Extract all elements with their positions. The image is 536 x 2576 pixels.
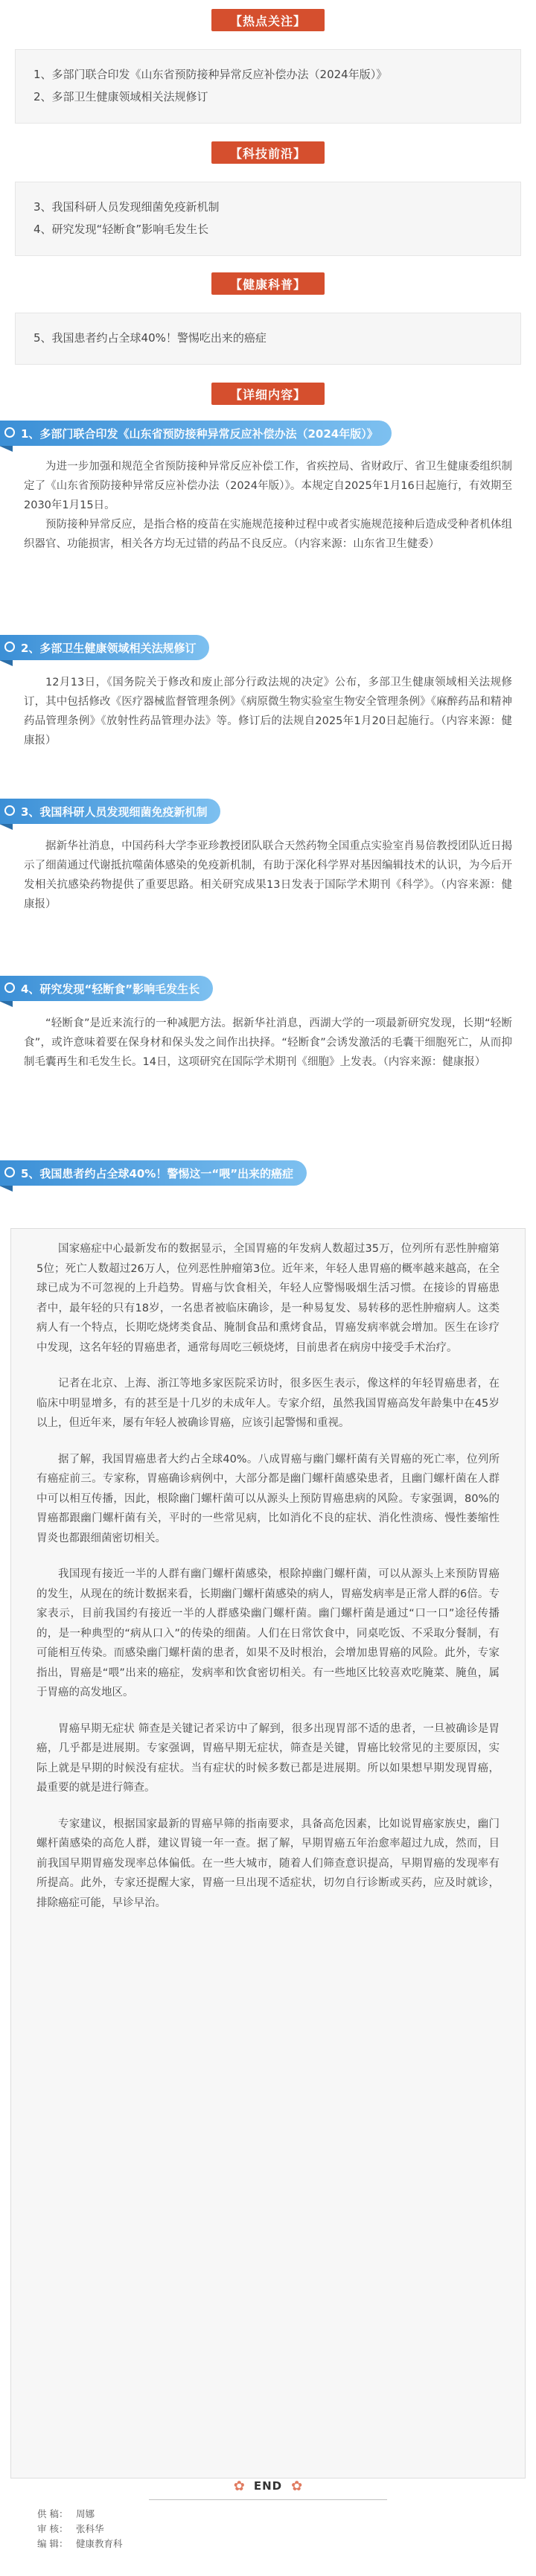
flower-icon: ✿ bbox=[233, 2478, 245, 2494]
tech-list bbox=[15, 182, 521, 256]
article-5-para-2: 记者在北京、上海、浙江等地多家医院采访时，很多医生表示，像这样的年轻胃癌患者，在临床中明显增多，有的甚至是十几岁的未成年人。专家介绍，虽然我国胃癌高发年龄集中在45岁以上，但近年来，屡有年轻人被确诊胃癌，应该引起警惕和重视。 bbox=[36, 1378, 500, 1429]
credit-row bbox=[37, 2507, 123, 2522]
credit-value: 张科华 bbox=[76, 2523, 104, 2534]
section-tag-health-label: 【健康科普】 bbox=[229, 277, 306, 292]
health-list bbox=[15, 313, 521, 365]
article-2-body bbox=[10, 673, 526, 750]
article-1-title: 1、多部门联合印发《山东省预防接种异常反应补偿办法（2024年版）》 bbox=[0, 421, 392, 446]
article-3-body bbox=[10, 837, 526, 914]
end-label: END bbox=[253, 2479, 283, 2493]
section-tag-tech-label: 【科技前沿】 bbox=[229, 146, 306, 161]
article-5-para-4: 我国现有接近一半的人群有幽门螺杆菌感染，根除掉幽门螺杆菌，可以从源头上来预防胃癌的发生，从现在的统计数据来看，长期幽门螺杆菌感染的病人，胃癌发病率是正常人群的6倍。专家表示，目前我国约有接近一半的人群感染幽门螺杆菌。幽门螺杆菌是通过“口一口”途径传播的，是一种典型的“病从口入”的传染的细菌。人们在日常饮食中，同桌吃饭、不采取分餐制，有可能相互传染。而感染幽门螺杆菌的患者，如果不及时根治，会增加患胃癌的风险。此外，专家指出，胃癌是“喂”出来的癌症，发病率和饮食密切相关。有一些地区比较喜欢吃腌菜、腌鱼，属于胃癌的高发地区。 bbox=[36, 1568, 500, 1698]
credit-row bbox=[37, 2537, 123, 2551]
credits bbox=[37, 2507, 123, 2551]
section-tag-hot bbox=[211, 9, 325, 31]
list-item[interactable]: 1、多部门联合印发《山东省预防接种异常反应补偿办法（2024年版）》 bbox=[34, 68, 388, 81]
credit-label: 编 辑： bbox=[37, 2538, 68, 2549]
article-2-para-1: 12月13日，《国务院关于修改和废止部分行政法规的决定》公布，多部卫生健康领域相关法规修订，其中包括修改《医疗器械监督管理条例》《病原微生物实验室生物安全管理条例》《麻醉药品和精神药品管理条例》《放射性药品管理办法》等。修订后的法规自2025年1月20日起施行。（内容来源：健康报） bbox=[24, 677, 512, 747]
article-2-title: 2、多部卫生健康领域相关法规修订 bbox=[0, 635, 209, 660]
credit-value: 健康教育科 bbox=[76, 2538, 123, 2549]
article-3-header bbox=[0, 796, 220, 826]
article-5-title: 5、我国患者约占全球40%！警惕这一“喂”出来的癌症 bbox=[0, 1160, 307, 1186]
article-1-header bbox=[0, 418, 392, 448]
credit-row bbox=[37, 2522, 123, 2537]
article-2-header bbox=[0, 633, 209, 662]
credit-value: 周娜 bbox=[76, 2508, 95, 2519]
list-item[interactable]: 5、我国患者约占全球40%！警惕吃出来的癌症 bbox=[34, 331, 267, 345]
list-item[interactable]: 2、多部卫生健康领域相关法规修订 bbox=[34, 90, 208, 103]
section-tag-detail bbox=[211, 383, 325, 405]
article-5-body bbox=[10, 1228, 526, 2478]
list-item[interactable]: 4、研究发现“轻断食”影响毛发生长 bbox=[34, 223, 209, 236]
section-tag-detail-label: 【详细内容】 bbox=[229, 387, 306, 402]
hot-list bbox=[15, 49, 521, 124]
section-tag-tech bbox=[211, 141, 325, 164]
article-5-para-6: 专家建议，根据国家最新的胃癌早筛的指南要求，具备高危因素，比如说胃癌家族史，幽门螺杆菌感染的高危人群，建议胃镜一年一查。据了解，早期胃癌五年治愈率超过九成，然而，目前我国早期胃癌发现率总体偏低。在一些大城市，随着人们筛查意识提高，早期胃癌的发现率有所提高。此外，专家还提醒大家，胃癌一旦出现不适症状，切勿自行诊断或买药，应及时就诊，排除癌症可能，早诊早治。 bbox=[36, 1818, 500, 1909]
divider bbox=[149, 2499, 387, 2500]
article-4-header bbox=[0, 974, 213, 1003]
section-tag-health bbox=[211, 272, 325, 295]
article-3-title: 3、我国科研人员发现细菌免疫新机制 bbox=[0, 799, 220, 824]
section-tag-hot-label: 【热点关注】 bbox=[229, 13, 306, 28]
article-5-para-3: 据了解，我国胃癌患者大约占全球40%。八成胃癌与幽门螺杆菌有关胃癌的死亡率，位列所有癌症前三。专家称，胃癌确诊病例中，大部分都是幽门螺杆菌感染患者，且幽门螺杆菌在人群中可以相互传播，因此，根除幽门螺杆菌可以从源头上预防胃癌患病的风险。专家强调，80%的胃癌都跟幽门螺杆菌有关，平时的一些常见病，比如消化不良的症状、消化性溃疡、慢性萎缩性胃炎也都跟细菌密切相关。 bbox=[36, 1453, 500, 1544]
end-marker bbox=[0, 2475, 536, 2497]
article-3-para-1: 据新华社消息，中国药科大学李亚珍教授团队联合天然药物全国重点实验室肖易倍教授团队近日揭示了细菌通过代谢抵抗噬菌体感染的免疫新机制，有助于深化科学界对基因编辑技术的认识，为今后开发相关抗感染药物提供了重要思路。相关研究成果13日发表于国际学术期刊《科学》。（内容来源：健康报） bbox=[24, 840, 512, 910]
article-1-para-2: 预防接种异常反应，是指合格的疫苗在实施规范接种过程中或者实施规范接种后造成受种者机体组织器官、功能损害，相关各方均无过错的药品不良反应。（内容来源：山东省卫生健委） bbox=[24, 519, 512, 550]
article-1-para-1: 为进一步加强和规范全省预防接种异常反应补偿工作，省疾控局、省财政厅、省卫生健康委组织制定了《山东省预防接种异常反应补偿办法（2024年版）》。本规定自2025年1月16日起施行，有效期至2030年1月15日。 bbox=[24, 461, 512, 511]
article-4-para-1: “轻断食”是近来流行的一种减肥方法。据新华社消息，西湖大学的一项最新研究发现，长期“轻断食”，或许意味着要在保身材和保头发之间作出抉择。“轻断食”会诱发激活的毛囊干细胞死亡，从而抑制毛囊再生和毛发生长。14日，这项研究在国际学术期刊《细胞》上发表。（内容来源：健康报） bbox=[24, 1017, 512, 1068]
article-4-body bbox=[10, 1014, 526, 1072]
article-5-para-5: 胃癌早期无症状 筛查是关键记者采访中了解到，很多出现胃部不适的患者，一旦被确诊是胃癌，几乎都是进展期。专家强调，胃癌早期无症状，筛查是关键，胃癌比较常见的主要原因，实际上就是早期的时候没有症状。当有症状的时候多数已都是进展期。所以如果想早期发现胃癌，最重要的就是进行筛查。 bbox=[36, 1722, 500, 1794]
flower-icon: ✿ bbox=[291, 2478, 303, 2494]
credit-label: 审 核： bbox=[37, 2523, 68, 2534]
list-item[interactable]: 3、我国科研人员发现细菌免疫新机制 bbox=[34, 200, 220, 214]
article-5-para-1: 国家癌症中心最新发布的数据显示，全国胃癌的年发病人数超过35万，位列所有恶性肿瘤第5位；死亡人数超过26万人，位列恶性肿瘤第3位。近年来，年轻人患胃癌的概率越来越高，在全球已成为不可忽视的上升趋势。胃癌与饮食相关，年轻人应警惕吸烟生活习惯。在接诊的胃癌患者中，最年轻的只有18岁，一名患者被临床确诊，是一种易复发、易转移的恶性肿瘤病人。这类病人有一个特点，长期吃烧烤类食品、腌制食品和熏烤食品，胃癌发病率就会增加。医生在诊疗中发现，这名年轻的胃癌患者，通常每周吃三顿烧烤，目前患者在病房中接受手术治疗。 bbox=[36, 1243, 500, 1354]
credit-label: 供 稿： bbox=[37, 2508, 68, 2519]
article-1-body bbox=[10, 457, 526, 554]
article-4-title: 4、研究发现“轻断食”影响毛发生长 bbox=[0, 976, 213, 1001]
article-5-header bbox=[0, 1158, 307, 1188]
